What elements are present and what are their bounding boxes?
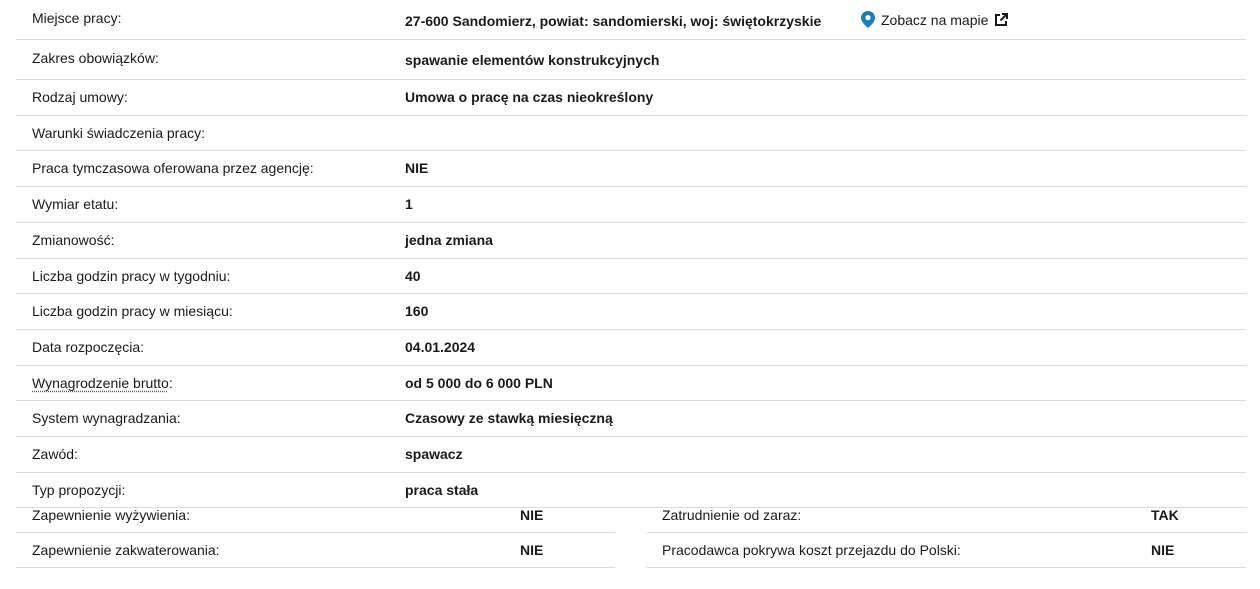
row-value: 1 — [405, 196, 413, 212]
benefits-left-column — [16, 498, 615, 568]
row-value: Umowa o pracę na czas nieokreślony — [405, 89, 654, 105]
salary-tooltip-trigger[interactable]: Wynagrodzenie brutto — [32, 375, 169, 391]
row-value: 27-600 Sandomierz, powiat: sandomierski, woj: świętokrzyskie — [405, 13, 822, 29]
row-label: Zawód: — [32, 446, 78, 462]
benefits-section — [16, 498, 1246, 568]
row-value: NIE — [520, 542, 544, 558]
benefits-right-column — [646, 498, 1246, 568]
row-value: TAK — [1151, 507, 1179, 523]
row-value: 04.01.2024 — [405, 339, 476, 355]
map-link[interactable] — [861, 11, 1008, 28]
row-label: Zakres obowiązków: — [32, 50, 159, 66]
row-label: Wymiar etatu: — [32, 196, 119, 212]
row-zakres-obowiazkow — [16, 40, 1246, 80]
map-link-label: Zobacz na mapie — [881, 11, 989, 28]
row-zawod — [16, 437, 1246, 473]
row-label: Zapewnienie zakwaterowania: — [32, 542, 220, 558]
row-value: 160 — [405, 303, 429, 319]
row-warunki-swiadczenia — [16, 116, 1246, 151]
row-label: System wynagradzania: — [32, 410, 181, 426]
row-wynagrodzenie — [16, 366, 1246, 401]
row-label: Pracodawca pokrywa koszt przejazdu do Polski: — [662, 542, 961, 558]
row-label: Zatrudnienie od zaraz: — [662, 507, 802, 523]
row-label: Praca tymczasowa oferowana przez agencję: — [32, 160, 314, 176]
row-rodzaj-umowy — [16, 80, 1246, 116]
row-label: Zmianowość: — [32, 232, 115, 248]
row-value: NIE — [1151, 542, 1175, 558]
row-value: od 5 000 do 6 000 PLN — [405, 375, 553, 391]
row-godziny-tydzien — [16, 259, 1246, 294]
row-value: NIE — [405, 160, 429, 176]
label-colon: : — [168, 375, 173, 391]
row-value: jedna zmiana — [405, 232, 493, 248]
row-data-rozpoczecia — [16, 330, 1246, 366]
map-pin-icon — [861, 11, 875, 28]
row-label-wrap — [32, 375, 173, 391]
row-value: praca stała — [405, 482, 479, 498]
row-label: Rodzaj umowy: — [32, 89, 128, 105]
row-godziny-miesiac — [16, 294, 1246, 330]
row-system-wynagradzania — [16, 401, 1246, 437]
row-zatrudnienie-od-zaraz — [646, 498, 1246, 533]
job-details-table — [16, 0, 1246, 508]
row-label: Zapewnienie wyżywienia: — [32, 507, 190, 523]
row-praca-tymczasowa — [16, 151, 1246, 187]
row-value: NIE — [520, 507, 544, 523]
row-label: Typ propozycji: — [32, 482, 126, 498]
row-label: Miejsce pracy: — [32, 10, 122, 26]
row-value: Czasowy ze stawką miesięczną — [405, 410, 613, 426]
row-value: spawanie elementów konstrukcyjnych — [405, 52, 660, 68]
row-value: spawacz — [405, 446, 463, 462]
row-value: 40 — [405, 268, 421, 284]
row-label: Liczba godzin pracy w miesiącu: — [32, 303, 233, 319]
row-miejsce-pracy — [16, 0, 1246, 40]
row-koszt-przejazdu — [646, 533, 1246, 568]
row-wymiar-etatu — [16, 187, 1246, 223]
row-zapewnienie-zakwaterowania — [16, 533, 615, 568]
row-label: Data rozpoczęcia: — [32, 339, 145, 355]
external-link-icon — [994, 13, 1008, 27]
row-label: Warunki świadczenia pracy: — [32, 125, 205, 141]
row-zmianowosc — [16, 223, 1246, 259]
row-zapewnienie-wyzywienia — [16, 498, 615, 533]
row-label: Liczba godzin pracy w tygodniu: — [32, 268, 231, 284]
